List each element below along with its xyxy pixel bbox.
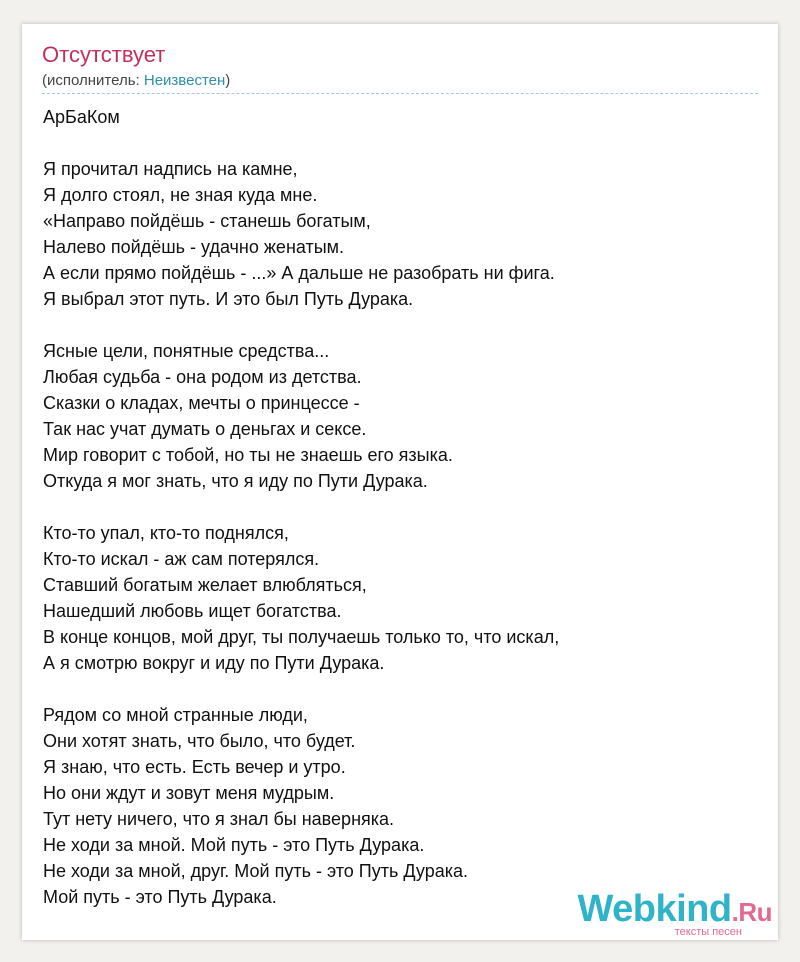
song-title: Отсутствует xyxy=(42,42,166,67)
lyric-line: А если прямо пойдёшь - ...» А дальше не разобрать ни фига. xyxy=(43,263,555,283)
lyric-line: Любая судьба - она родом из детства. xyxy=(43,367,362,387)
lyric-line: Но они ждут и зовут меня мудрым. xyxy=(43,783,335,803)
lyric-line: Я знаю, что есть. Есть вечер и утро. xyxy=(43,757,346,777)
lyric-line: В конце концов, мой друг, ты получаешь только то, что искал, xyxy=(43,627,560,647)
lyric-line: Они хотят знать, что было, что будет. xyxy=(43,731,356,751)
lyric-line: «Направо пойдёшь - станешь богатым, xyxy=(43,211,371,231)
lyric-line: АрБаКом xyxy=(43,107,120,127)
dashed-divider xyxy=(42,93,758,94)
artist-link[interactable]: Неизвестен xyxy=(143,72,226,89)
artist-prefix: (исполнитель: xyxy=(42,72,144,89)
lyric-line: Сказки о кладах, мечты о принцессе - xyxy=(43,393,360,413)
stanza-break xyxy=(43,676,763,702)
lyric-line: Тут нету ничего, что я знал бы наверняка. xyxy=(43,809,395,829)
lyric-line: Так нас учат думать о деньгах и сексе. xyxy=(43,419,367,439)
lyric-line: Мой путь - это Путь Дурака. xyxy=(43,887,277,907)
logo-tld: .Ru xyxy=(731,897,772,927)
lyric-line: Ставший богатым желает влюбляться, xyxy=(43,575,367,595)
lyric-line: Ясные цели, понятные средства... xyxy=(43,341,330,361)
lyric-line: Мир говорит с тобой, но ты не знаешь его языка. xyxy=(43,445,453,465)
lyric-line: Рядом со мной странные люди, xyxy=(43,705,308,725)
lyrics-card xyxy=(22,24,778,940)
stanza-break xyxy=(43,312,763,338)
lyric-line: Не ходи за мной, друг. Мой путь - это Путь Дурака. xyxy=(43,861,469,881)
lyric-line: А я смотрю вокруг и иду по Пути Дурака. xyxy=(43,653,385,673)
stanza-break xyxy=(43,494,763,520)
lyric-line: Налево пойдёшь - удачно женатым. xyxy=(43,237,345,257)
lyric-line: Я выбрал этот путь. И это был Путь Дурака. xyxy=(43,289,414,309)
artist-line xyxy=(42,72,230,90)
lyric-line: Нашедший любовь ищет богатства. xyxy=(43,601,342,621)
lyrics-text xyxy=(43,104,763,910)
stanza-break xyxy=(43,130,763,156)
lyric-line: Кто-то искал - аж сам потерялся. xyxy=(43,549,320,569)
logo-tagline: тексты песен xyxy=(674,926,742,938)
artist-suffix: ) xyxy=(225,72,231,89)
lyric-line: Не ходи за мной. Мой путь - это Путь Дурака. xyxy=(43,835,425,855)
lyric-line: Я долго стоял, не зная куда мне. xyxy=(43,185,318,205)
webkind-logo[interactable] xyxy=(577,889,772,938)
lyric-line: Откуда я мог знать, что я иду по Пути Дурака. xyxy=(43,471,428,491)
logo-main-text: Webkind xyxy=(577,888,732,930)
lyric-line: Я прочитал надпись на камне, xyxy=(43,159,298,179)
lyric-line: Кто-то упал, кто-то поднялся, xyxy=(43,523,289,543)
